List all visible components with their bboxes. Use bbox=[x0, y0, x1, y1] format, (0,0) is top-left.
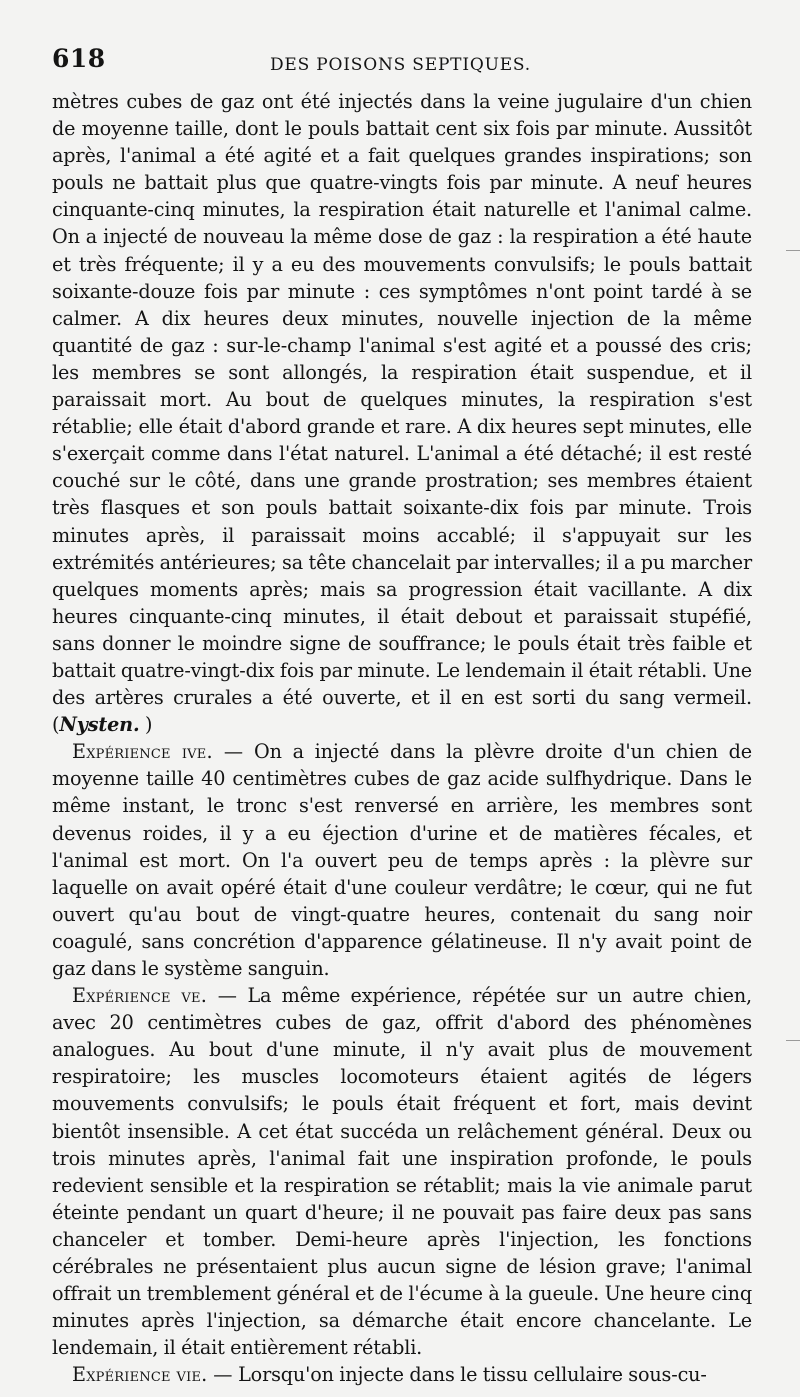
experience-label: Expérience vie. — bbox=[72, 1363, 233, 1387]
paragraph-text: Lorsqu'on injecte dans le tissu cellulaire sous-cu- bbox=[232, 1363, 707, 1387]
page-number: 618 bbox=[52, 44, 106, 73]
paragraph-experience-5 bbox=[52, 982, 752, 1361]
paragraph-text: On a injecté dans la plèvre droite d'un chien de moyenne taille 40 centimètres cubes de gaz acide sulfhydrique. Dans le même instant, le tronc s'est renversé en arrière, les membres sont devenus roides, il y a eu éjection d'urine et de matières fécales, et l'animal est mort. On l'a ouvert peu de temps après : la plèvre sur laquelle on avait opéré était d'une couleur verdâtre; le cœur, qui ne fut ouvert qu'au bout de vingt-quatre heures, contenait du sang noir coagulé, sans concrétion d'apparence gélatineuse. Il n'y avait point de gaz dans le système sanguin. bbox=[52, 740, 753, 980]
citation-close: ) bbox=[139, 713, 153, 737]
paragraph-experience-4 bbox=[52, 738, 752, 982]
running-title: DES POISONS SEPTIQUES. bbox=[270, 55, 531, 75]
paragraph-text: mètres cubes de gaz ont été injectés dans la veine jugulaire d'un chien de moyenne taille, dont le pouls battait cent six fois par minute. Aussitôt après, l'animal a été agité et a fait quelques grandes inspirations; son pouls ne battait plus que quatre-vingts fois par minute. A neuf heures cinquante-cinq minutes, la respiration était naturelle et l'animal calme. On a injecté de nouveau la même dose de gaz : la respiration a été haute et très fréquente; il y a eu des mouvements convulsifs; le pouls battait soixante-douze fois par minute : ces symptômes n'ont point tardé à se calmer. A dix heures deux minutes, nouvelle injection de la même quantité de gaz : sur-le-champ l'animal s'est agité et a poussé des cris; les membres se sont allongés, la respiration était suspendue, et il paraissait mort. Au bout de quelques minutes, la respiration s'est rétablie; elle était d'abord grande et rare. A dix heures sept minutes, elle s'exerçait comme dans l'état naturel. L'animal a été détaché; il est resté couché sur le côté, dans une grande prostration; ses membres étaient très flasques et son pouls battait soixante-dix fois par minute. Trois minutes après, il paraissait moins accablé; il s'appuyait sur les extrémités antérieures; sa tête chancelait par intervalles; il a pu marcher quelques moments après; mais sa progression était vacillante. A dix heures cinquante-cinq minutes, il était debout et paraissait stupéfié, sans donner le moindre signe de souffrance; le pouls était très faible et battait quatre-vingt-dix fois par minute. Le lendemain il était rétabli. Une des artères crurales a été ouverte, et il en est sorti du sang vermeil. ( bbox=[52, 90, 752, 737]
paragraph-experience-6 bbox=[52, 1361, 752, 1388]
scan-edge-mark bbox=[786, 1040, 800, 1041]
experience-label: Expérience ve. — bbox=[72, 984, 238, 1008]
scan-edge-mark bbox=[786, 250, 800, 251]
paragraph-continuation bbox=[52, 88, 752, 738]
author-citation: Nysten. bbox=[59, 713, 140, 737]
page-header bbox=[52, 44, 752, 80]
paragraph-text: La même expérience, répétée sur un autre chien, avec 20 centimètres cubes de gaz, offrit d'abord des phénomènes analogues. Au bout d'une minute, il n'y avait plus de mouvement respiratoire; les muscles locomoteurs étaient agités de légers mouvements convulsifs; le pouls était fréquent et fort, mais devint bientôt insensible. A cet état succéda un relâchement général. Deux ou trois minutes après, l'animal fait une inspiration profonde, le pouls redevient sensible et la respiration se rétablit; mais la vie animale parut éteinte pendant un quart d'heure; il ne pouvait pas faire deux pas sans chanceler et tomber. Demi-heure après l'injection, les fonctions cérébrales ne présentaient plus aucun signe de lésion grave; l'animal offrait un tremblement général et de l'écume à la gueule. Une heure cinq minutes après l'injection, sa démarche était encore chancelante. Le lendemain, il était entièrement rétabli. bbox=[52, 984, 752, 1360]
experience-label: Expérience ive. — bbox=[72, 740, 244, 764]
body-text bbox=[52, 88, 752, 1389]
